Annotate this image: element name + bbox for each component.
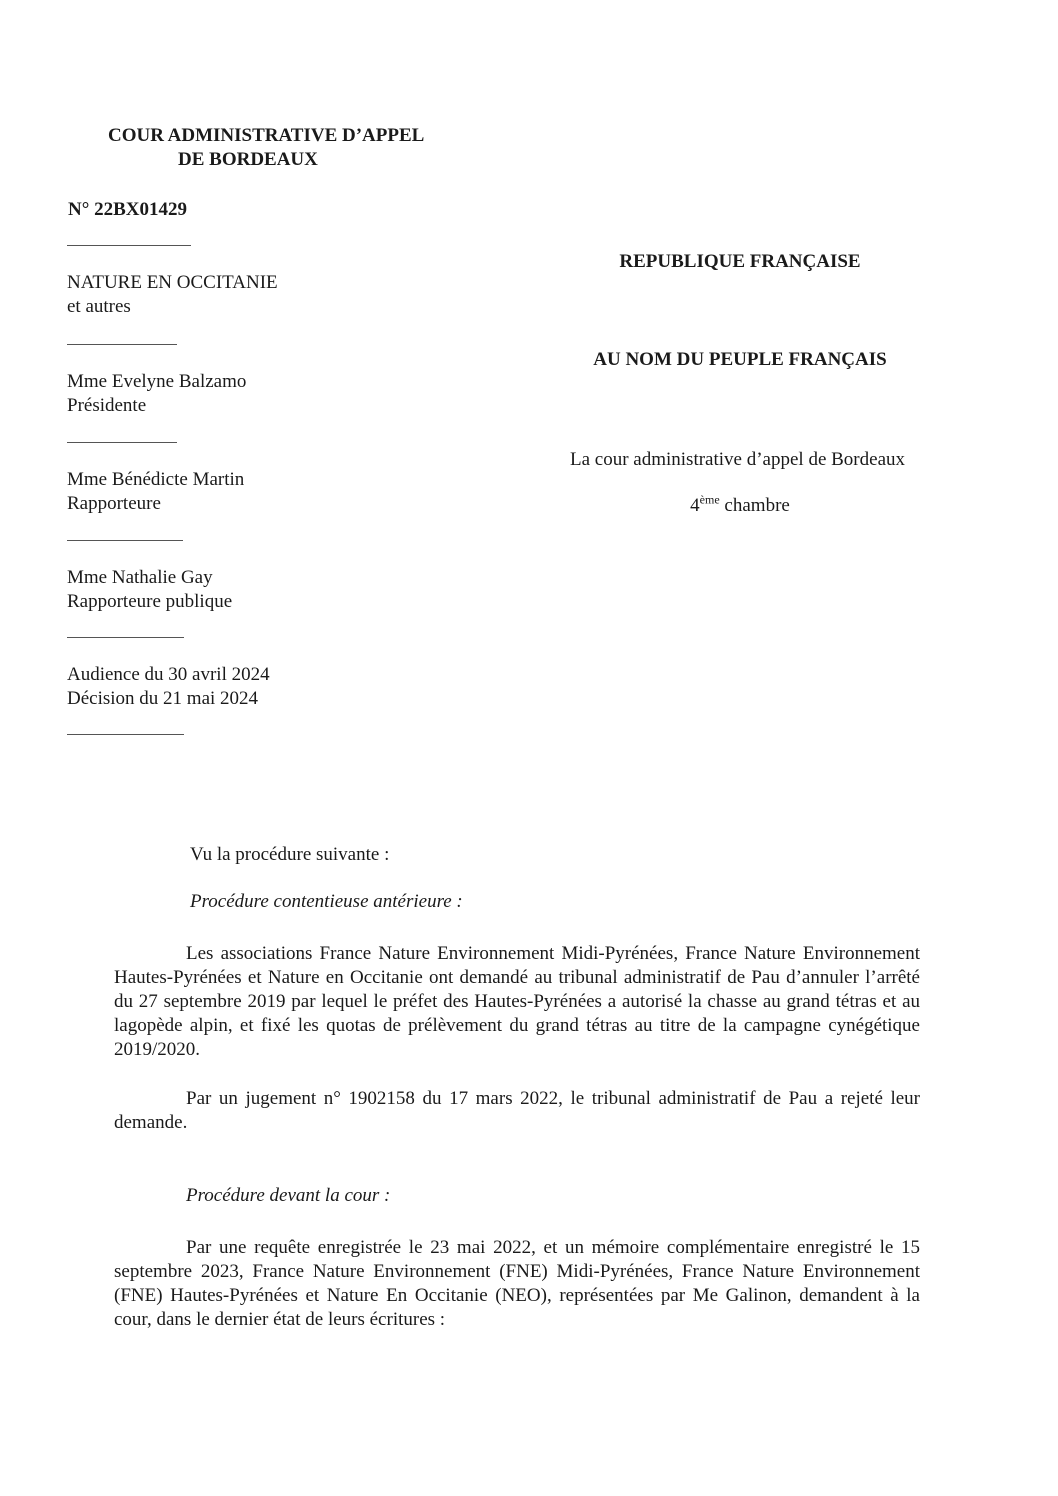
party-name: NATURE EN OCCITANIE	[67, 272, 278, 293]
judge-role: Rapporteure publique	[67, 591, 233, 612]
paragraph-judgment	[114, 1087, 920, 1135]
hearing-date: Audience du 30 avril 2024	[67, 664, 270, 685]
chamber-word: chambre	[724, 495, 790, 516]
judge-name: Mme Evelyne Balzamo	[67, 371, 247, 392]
divider	[67, 442, 177, 443]
judge-role: Rapporteure	[67, 493, 161, 514]
case-number: N° 22BX01429	[68, 199, 187, 220]
chamber-superscript: ème	[699, 492, 720, 507]
paragraph-text: Par un jugement n° 1902158 du 17 mars 2022, le tribunal administratif de Pau a rejeté leur demande.	[114, 1088, 920, 1133]
people-heading: AU NOM DU PEUPLE FRANÇAIS	[593, 349, 887, 370]
section-heading-court: Procédure devant la cour :	[186, 1185, 391, 1206]
party-others: et autres	[67, 296, 131, 317]
judge-role: Présidente	[67, 395, 147, 416]
divider	[67, 245, 191, 246]
paragraph-text: Les associations France Nature Environnement Midi-Pyrénées, France Nature Environnement Hautes-Pyrénées et Nature en Occitanie ont demandé au tribunal administratif de Pau d’annuler l’arrêté du 27 septembre 2019 par lequel le préfet des Hautes-Pyrénées a autorisé la chasse au grand tétras et au lagopède alpin, et fixé les quotas de prélèvement du grand tétras au titre de la campagne cynégétique 2019/2020.	[114, 943, 920, 1060]
chamber-number: 4	[690, 495, 700, 516]
court-title-line1: COUR ADMINISTRATIVE D’APPEL	[108, 125, 425, 146]
judge-name: Mme Bénédicte Martin	[67, 469, 245, 490]
paragraph-prior-procedure	[114, 942, 920, 1062]
divider	[67, 540, 183, 541]
divider	[67, 637, 184, 638]
section-heading-prior: Procédure contentieuse antérieure :	[190, 891, 463, 912]
decision-date: Décision du 21 mai 2024	[67, 688, 259, 709]
court-title-line2: DE BORDEAUX	[178, 149, 318, 170]
divider	[67, 344, 177, 345]
divider	[67, 734, 184, 735]
paragraph-request	[114, 1236, 920, 1332]
procedure-intro: Vu la procédure suivante :	[190, 844, 390, 865]
chamber	[640, 494, 840, 518]
court-name: La cour administrative d’appel de Bordeaux	[569, 449, 905, 470]
republic-heading: REPUBLIQUE FRANÇAISE	[619, 251, 861, 272]
paragraph-text: Par une requête enregistrée le 23 mai 2022, et un mémoire complémentaire enregistré le 15 septembre 2023, France Nature Environnement (FNE) Midi-Pyrénées, France Nature Environnement (FNE) Hautes-Pyrénées et Nature En Occitanie (NEO), représentées par Me Galinon, demandent à la cour, dans le dernier état de leurs écritures :	[114, 1237, 920, 1330]
judge-name: Mme Nathalie Gay	[67, 567, 213, 588]
